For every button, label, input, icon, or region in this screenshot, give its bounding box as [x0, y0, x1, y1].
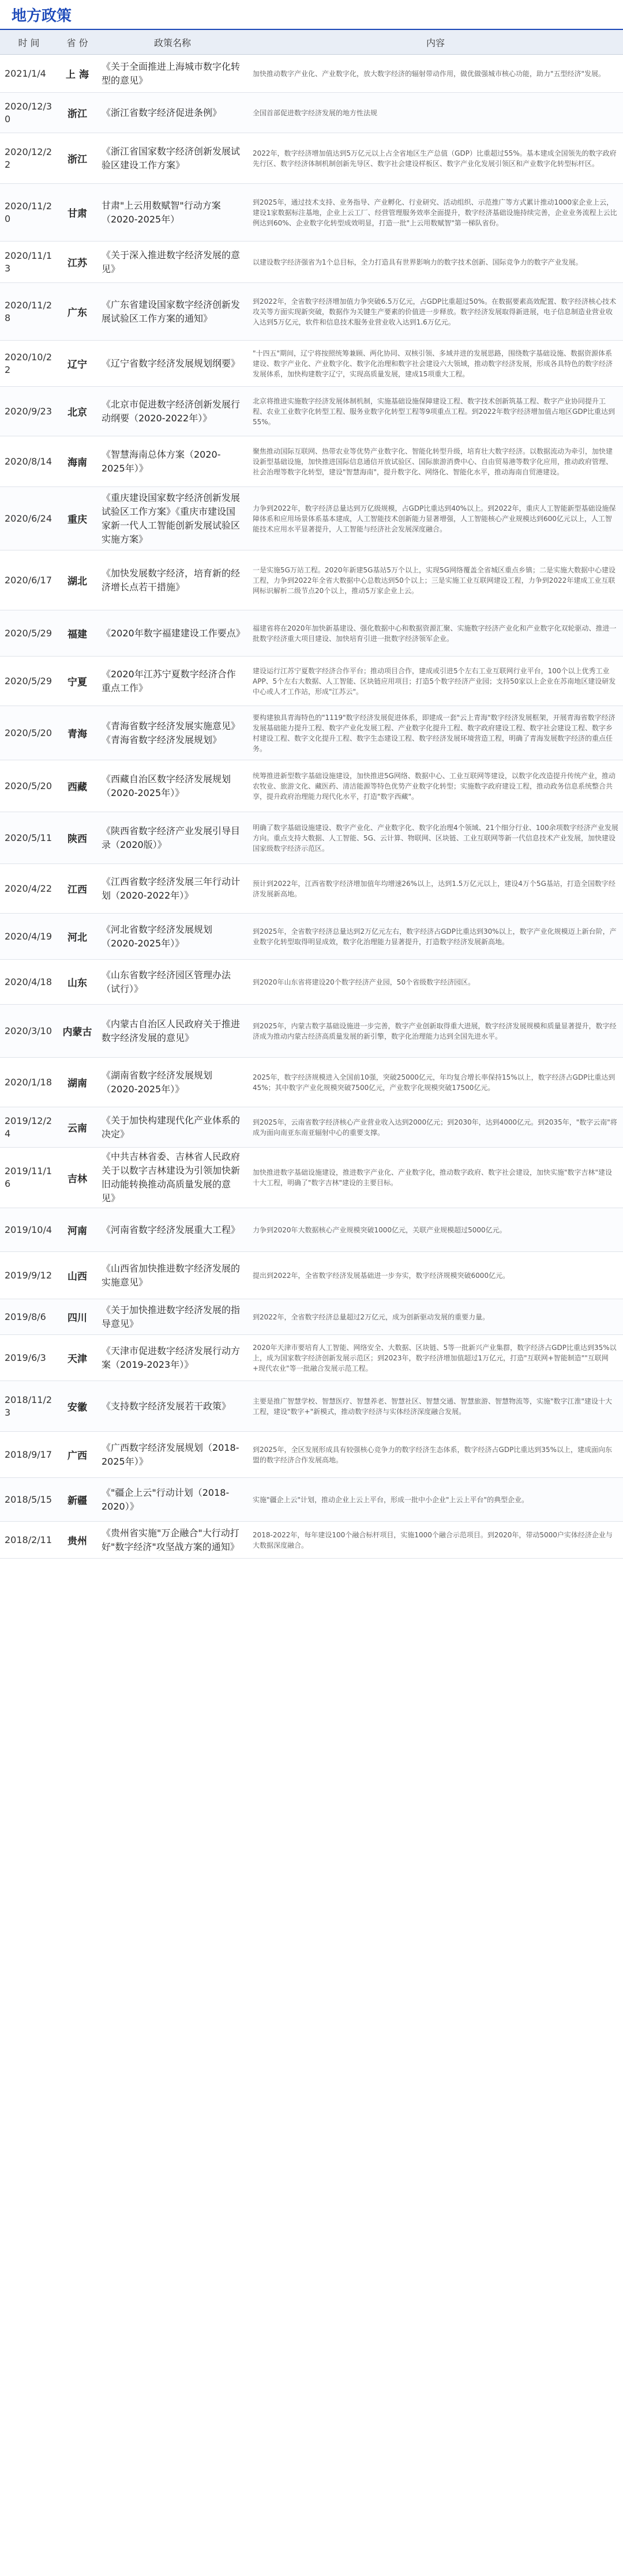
row-time: 2020/12/30 — [5, 100, 52, 125]
row-policy-name: 《重庆建设国家数字经济创新发展试验区工作方案》《重庆市建设国家新一代人工智能创新发展试验区实施方案》 — [102, 492, 241, 545]
row-time: 2020/5/29 — [5, 675, 52, 687]
row-province: 河南 — [67, 1225, 87, 1237]
row-content: 建设运行江苏宁夏数字经济合作平台；推动项目合作，建成或引进5个左右工业互联网行业平台，100个以上优秀工业APP、5个左右大数据、人工智能、区块链应用项目；打造5个数字经济产业园；支持50家以上企业在苏南地区建设研发中心或人才工作站，形成"江苏云"。 — [253, 666, 616, 696]
table-row — [0, 550, 623, 610]
table-row — [0, 487, 623, 550]
table-row — [0, 184, 623, 242]
table-row — [0, 55, 623, 93]
row-province: 四川 — [67, 1312, 87, 1324]
row-policy-name: 《2020年江苏宁夏数字经济合作重点工作》 — [102, 668, 236, 693]
row-policy-name: 《山西省加快推进数字经济发展的实施意见》 — [102, 1262, 241, 1288]
row-content: "十四五"期间，辽宁将按照统筹兼顾、两化协同、双核引领、多域并进的发展思路，围绕数字基础设施、数据资源体系建设、数字产业化、产业数字化、数字化治理和数字社会建设六大领域，推动数字经济发展，形成各具特色的数字经济发展体系，加快构建数字辽宁，实现高质量发展，建成15项重大工程。 — [253, 349, 613, 378]
table-row — [0, 657, 623, 706]
row-policy-name: 《天津市促进数字经济发展行动方案（2019-2023年）》 — [102, 1345, 241, 1370]
row-policy-name: 《陕西省数字经济产业发展引导目录（2020版）》 — [102, 825, 241, 850]
row-content: 到2025年，通过技术支持、业务指导、产业孵化、行业研究、活动组织、示范推广等方式累计推动1000家企业上云，建设1家数据标注基地，企业上云工厂、经营管理服务效率全面提升，数字经济基础设施持续完善，企业业务流程上云比例达到60%、企业数字化转型成效明显，打造一批"上云用数赋智"第一梯队省份。 — [253, 198, 617, 227]
row-policy-name: 《支持数字经济发展若干政策》 — [102, 1400, 231, 1412]
row-province: 安徽 — [67, 1402, 87, 1413]
row-policy-name: 《智慧海南总体方案（2020-2025年）》 — [102, 448, 221, 474]
row-province: 西藏 — [67, 782, 87, 793]
row-time: 2019/6/3 — [5, 1352, 46, 1363]
row-content: 提出到2022年，全省数字经济发展基础进一步夯实，数字经济规模突破6000亿元。 — [253, 1271, 510, 1280]
row-policy-name: 甘肃"上云用数赋智"行动方案（2020-2025年） — [102, 199, 221, 225]
row-province: 江西 — [67, 884, 87, 896]
row-province: 云南 — [67, 1123, 87, 1134]
row-time: 2019/12/24 — [5, 1115, 52, 1139]
row-policy-name: 《2020年数字福建建设工作要点》 — [102, 627, 245, 639]
table-row — [0, 1335, 623, 1381]
row-province: 天津 — [67, 1353, 87, 1365]
row-time: 2020/4/19 — [5, 930, 52, 942]
row-policy-name: 《"疆企上云"行动计划（2018-2020）》 — [102, 1487, 230, 1512]
row-province: 内蒙古 — [62, 1027, 92, 1038]
table-row — [0, 706, 623, 760]
row-policy-name: 《关于加快构建现代化产业体系的决定》 — [102, 1114, 241, 1140]
row-province: 江苏 — [67, 258, 87, 269]
row-policy-name: 《中共吉林省委、吉林省人民政府关于以数字吉林建设为引领加快新旧动能转换推动高质量发展的意见》 — [102, 1151, 241, 1204]
page-title: 地方政策 — [12, 7, 72, 25]
row-time: 2019/10/4 — [5, 1224, 52, 1235]
row-content: 到2025年，全区发展形成具有较强核心竞争力的数字经济生态体系，数字经济占GDP比重达到35%以上，建成面向东盟的数字经济合作发展高地。 — [253, 1445, 612, 1464]
row-content: 到2025年，内蒙古数字基础设施进一步完善，数字产业创新取得重大进展，数字经济发展规模和质量显著提升，数字经济成为推动内蒙古经济高质量发展的新引擎，数字化治理能力达到全国先进水平。 — [253, 1021, 617, 1040]
table-row — [0, 1107, 623, 1148]
row-province: 贵州 — [67, 1536, 87, 1547]
row-policy-name: 《江西省数字经济发展三年行动计划（2020-2022年）》 — [102, 876, 241, 901]
row-time: 2020/8/14 — [5, 455, 52, 467]
row-province: 广东 — [67, 307, 87, 319]
row-content: 2025年，数字经济规模进入全国前10强，突破25000亿元，年均复合增长率保持15%以上，数字经济占GDP比重达到45%；其中数字产业化规模突破7500亿元，产业数字化规模突破17500亿元。 — [253, 1073, 616, 1092]
row-time: 2020/5/11 — [5, 832, 52, 843]
header-content: 内容 — [248, 30, 623, 55]
row-content: 一是实施5G万站工程。2020年新建5G基站5万个以上，实现5G网络覆盖全省城区重点乡镇；二是实施大数据中心建设工程，力争到2022年全省大数据中心总数达到50个以上；三是实施工业互联网建设工程，力争到2022年建成工业互联网标识解析二级节点20个以上，推动5万家企业上云。 — [253, 565, 616, 595]
row-content: 以建设数字经济强省为1个总目标，全力打造具有世界影响力的数字技术创新、国际竞争力的数字产业发展。 — [253, 258, 583, 266]
row-content: 到2020年山东省将建设20个数字经济产业园，50个省级数字经济园区。 — [253, 978, 475, 986]
row-province: 北京 — [67, 407, 87, 418]
row-time: 2020/6/24 — [5, 512, 52, 524]
row-time: 2020/5/20 — [5, 727, 52, 738]
row-content: 2018-2022年，每年建设100个融合标杆项目，实施1000个融合示范项目。到2020年，带动5000户实体经济企业与大数据深度融合。 — [253, 1530, 613, 1549]
row-content: 实施"疆企上云"计划，推动企业上云上平台，形成一批中小企业"上云上平台"的典型企业。 — [253, 1495, 529, 1504]
row-province: 重庆 — [67, 514, 87, 526]
row-time: 2020/11/28 — [5, 299, 52, 323]
row-time: 2020/1/18 — [5, 1076, 52, 1088]
table-row — [0, 1478, 623, 1522]
table-row — [0, 242, 623, 283]
row-content: 力争到2020年大数据核心产业规模突破1000亿元，关联产业规模超过5000亿元。 — [253, 1225, 506, 1234]
row-time: 2020/5/29 — [5, 627, 52, 639]
row-time: 2020/4/22 — [5, 882, 52, 894]
row-province: 湖北 — [67, 576, 87, 587]
row-time: 2019/8/6 — [5, 1311, 46, 1322]
table-row — [0, 387, 623, 436]
row-time: 2019/9/12 — [5, 1269, 52, 1281]
row-province: 宁夏 — [67, 677, 87, 688]
row-time: 2020/10/22 — [5, 351, 52, 375]
row-policy-name: 《广西数字经济发展规划（2018-2025年）》 — [102, 1442, 239, 1467]
row-time: 2020/11/20 — [5, 200, 52, 224]
row-time: 2020/12/22 — [5, 146, 52, 170]
row-province: 上 海 — [66, 69, 89, 81]
row-province: 陕西 — [67, 833, 87, 845]
table-row — [0, 341, 623, 387]
row-time: 2020/9/23 — [5, 405, 52, 417]
row-content: 到2025年，云南省数字经济核心产业营业收入达到2000亿元；到2030年，达到4000亿元。到2035年，"数字云南"将成为面向南亚东南亚辐射中心的重要支撑。 — [253, 1118, 617, 1137]
row-time: 2020/4/18 — [5, 976, 52, 987]
row-policy-name: 《北京市促进数字经济创新发展行动纲要（2020-2022年）》 — [102, 398, 241, 424]
header-province: 省 份 — [58, 30, 97, 55]
table-row — [0, 812, 623, 864]
row-province: 浙江 — [67, 154, 87, 165]
row-policy-name: 《关于全面推进上海城市数字化转型的意见》 — [102, 61, 241, 86]
row-policy-name: 《贵州省实施"万企融合"大行动打好"数字经济"攻坚战方案的通知》 — [102, 1527, 239, 1552]
table-row — [0, 1432, 623, 1478]
header-policy-name: 政策名称 — [97, 30, 248, 55]
row-policy-name: 《浙江省数字经济促进条例》 — [102, 107, 222, 118]
header-time: 时 间 — [0, 30, 58, 55]
table-row — [0, 1381, 623, 1432]
row-time: 2018/5/15 — [5, 1493, 52, 1505]
row-content: 加快推动数字产业化、产业数字化，放大数字经济的辐射带动作用，做优做强城市核心功能，助力"五型经济"发展。 — [253, 69, 606, 78]
row-province: 河北 — [67, 932, 87, 944]
table-row — [0, 283, 623, 341]
row-time: 2020/3/10 — [5, 1025, 52, 1036]
row-content: 力争到2022年，数字经济总量达到万亿级规模，占GDP比重达到40%以上。到2022年，重庆人工智能新型基础设施保障体系和应用场景体系基本建成，人工智能技术创新能力显著增强，人工智能核心产业规模达到600亿元以上，人工智能技术应用水平显著提升，人工智能与经济社会发展深度融合。 — [253, 504, 616, 533]
table-row — [0, 436, 623, 487]
table-row — [0, 1058, 623, 1107]
table-row — [0, 1208, 623, 1252]
row-content: 明确了数字基础设施建设、数字产业化、产业数字化、数字化治理4个领域、21个细分行业、100余项数字经济产业发展方向。重点支持大数据、人工智能、5G、云计算、物联网、区块链、工业互联网等新一代信息技术产业发展，加快建设国家级数字经济示范区。 — [253, 823, 618, 853]
row-time: 2020/6/17 — [5, 574, 52, 586]
row-content: 聚焦推动国际互联网、热带农业等优势产业数字化、智能化转型升级，培育壮大数字经济。以数据流动为牵引，加快建设新型基础设施，加快推进国际信息通信开放试验区、国际旅游消费中心、自由贸易港等数字化应用，推动政府管理、社会治理等数字化转型，建设"智慧海南"，提升数字化、网络化、智能化水平，推动海南自贸港建设。 — [253, 447, 613, 476]
row-policy-name: 《广东省建设国家数字经济创新发展试验区工作方案的通知》 — [102, 299, 241, 324]
row-time: 2019/11/16 — [5, 1166, 52, 1189]
row-content: 要构建独具青海特色的"1119"数字经济发展促进体系，即建成一套"云上青海"数字经济发展框架，开展青海省数字经济发展基础能力提升工程、数字产业化发展工程、产业数字化提升工程、数字政府建设工程、数字社会建设工程、数字乡村建设工程、数字文化提升工程、数字生态建设工程、数字经济发展环境营造工程，明确了青海发展数字经济的重点任务。 — [253, 713, 616, 753]
table-row — [0, 1522, 623, 1559]
row-content: 福建省将在2020年加快新基建设、强化数据中心和数据资源汇聚、实施数字经济产业化和产业数字化双轮驱动、推进一批数字经济重大项目建设、加快培育引进一批数字经济领军企业。 — [253, 624, 617, 643]
row-time: 2020/11/13 — [5, 250, 52, 274]
row-content: 预计到2022年，江西省数字经济增加值年均增速26%以上，达到1.5万亿元以上，建设4万个5G基站，打造全国数字经济发展新高地。 — [253, 879, 616, 898]
row-content: 到2025年，全省数字经济总量达到2万亿元左右，数字经济占GDP比重达到30%以上，数字产业化规模迈上新台阶，产业数字化转型取得明显成效，数字化治理能力显著提升，打造数字经济发展新高地。 — [253, 927, 617, 946]
row-policy-name: 《河北省数字经济发展规划（2020-2025年）》 — [102, 923, 213, 949]
policy-table — [0, 30, 623, 1559]
row-policy-name: 《辽宁省数字经济发展规划纲要》 — [102, 357, 241, 369]
row-content: 全国首部促进数字经济发展的地方性法规 — [253, 108, 378, 117]
table-row — [0, 93, 623, 133]
row-province: 甘肃 — [67, 208, 87, 220]
row-province: 青海 — [67, 729, 87, 740]
table-row — [0, 960, 623, 1005]
row-policy-name: 《河南省数字经济发展重大工程》 — [102, 1224, 241, 1235]
row-policy-name: 《浙江省国家数字经济创新发展试验区建设工作方案》 — [102, 145, 241, 171]
row-policy-name: 《关于深入推进数字经济发展的意见》 — [102, 249, 241, 274]
row-policy-name: 《内蒙古自治区人民政府关于推进数字经济发展的意见》 — [102, 1018, 241, 1043]
row-content: 主要是推广智慧学校、智慧医疗、智慧养老、智慧社区、智慧交通、智慧旅游、智慧物流等，实施"数字江淮"建设十大工程，建设"数字+"新模式，推动数字经济与实体经济深度融合发展。 — [253, 1397, 613, 1416]
table-row — [0, 1252, 623, 1299]
table-row — [0, 610, 623, 657]
row-province: 山东 — [67, 978, 87, 989]
table-row — [0, 914, 623, 960]
row-province: 山西 — [67, 1271, 87, 1283]
row-time: 2018/2/11 — [5, 1534, 52, 1545]
row-province: 辽宁 — [67, 359, 87, 371]
row-province: 海南 — [67, 457, 87, 469]
row-time: 2018/11/23 — [5, 1394, 52, 1418]
row-content: 北京将推进实施数字经济发展体制机制，实施基础设施保障建设工程、数字技术创新筑基工程、数字产业协同提升工程、农业工业数字化转型工程、服务业数字化转型工程等9项重点工程。到2022年数字经济增加值占地区GDP比重达到55%。 — [253, 397, 615, 426]
table-row — [0, 864, 623, 914]
row-content: 加快推进数字基础设施建设，推进数字产业化、产业数字化，推动数字政府、数字社会建设，加快实施"数字吉林"建设十大工程，明确了"数字吉林"建设的主要目标。 — [253, 1168, 613, 1187]
row-time: 2020/5/20 — [5, 780, 52, 791]
table-row — [0, 1005, 623, 1058]
row-content: 2022年，数字经济增加值达到5万亿元以上占全省地区生产总值（GDP）比重超过55%。基本建成全国领先的数字政府先行区、数字经济体制机制创新先导区、数字社会建设样板区、数字产业化发展引领区和产业数字化转型标杆区。 — [253, 149, 617, 168]
row-content: 统筹推进新型数字基础设施建设，加快推进5G网络、数据中心、工业互联网等建设，以数字化改造提升传统产业，推动农牧业、旅游文化、藏医药、清洁能源等特色优势产业数字化转型；实施数字政府建设工程，推动政务信息系统整合共享，提升政府治理能力现代化水平，打造"数字西藏"。 — [253, 771, 616, 801]
row-policy-name: 《青海省数字经济发展实施意见》《青海省数字经济发展规划》 — [102, 720, 241, 745]
row-content: 2020年天津市要培育人工智能、网络安全、大数据、区块链、5等一批新兴产业集群，数字经济占GDP比重达到35%以上，成为国家数字经济创新发展示范区；到2023年，数字经济增加值超过1万亿元，打造"互联网+智能制造""互联网+现代农业"等一批融合发展示范工程。 — [253, 1343, 617, 1372]
row-province: 新疆 — [67, 1495, 87, 1507]
row-province: 吉林 — [67, 1173, 87, 1185]
row-policy-name: 《加快发展数字经济，培育新的经济增长点若干措施》 — [102, 567, 241, 593]
row-content: 到2022年，全省数字经济总量超过2万亿元，成为创新驱动发展的重要力量。 — [253, 1312, 490, 1321]
row-policy-name: 《关于加快推进数字经济发展的指导意见》 — [102, 1304, 241, 1329]
row-time: 2021/1/4 — [5, 67, 46, 79]
table-row — [0, 1148, 623, 1208]
row-province: 浙江 — [67, 108, 87, 120]
row-policy-name: 《西藏自治区数字经济发展规划（2020-2025年）》 — [102, 773, 231, 798]
table-row — [0, 760, 623, 812]
row-content: 到2022年，全省数字经济增加值力争突破6.5万亿元，占GDP比重超过50%。在数据要素高效配置、数字经济核心技术攻关等方面实现新突破，数据作为关键生产要素的价值进一步释放。数字经济发展取得新进展，电子信息制造业营业收入达到5万亿元，软件和信息技术服务业营业收入达到1.6万亿元。 — [253, 297, 617, 326]
row-time: 2018/9/17 — [5, 1449, 52, 1460]
row-province: 广西 — [67, 1450, 87, 1462]
row-province: 福建 — [67, 629, 87, 640]
row-policy-name: 《山东省数字经济园区管理办法（试行）》 — [102, 969, 231, 994]
row-policy-name: 《湖南省数字经济发展规划（2020-2025年）》 — [102, 1069, 213, 1095]
table-row — [0, 133, 623, 184]
table-header-row — [0, 30, 623, 55]
table-row — [0, 1299, 623, 1335]
row-province: 湖南 — [67, 1078, 87, 1089]
